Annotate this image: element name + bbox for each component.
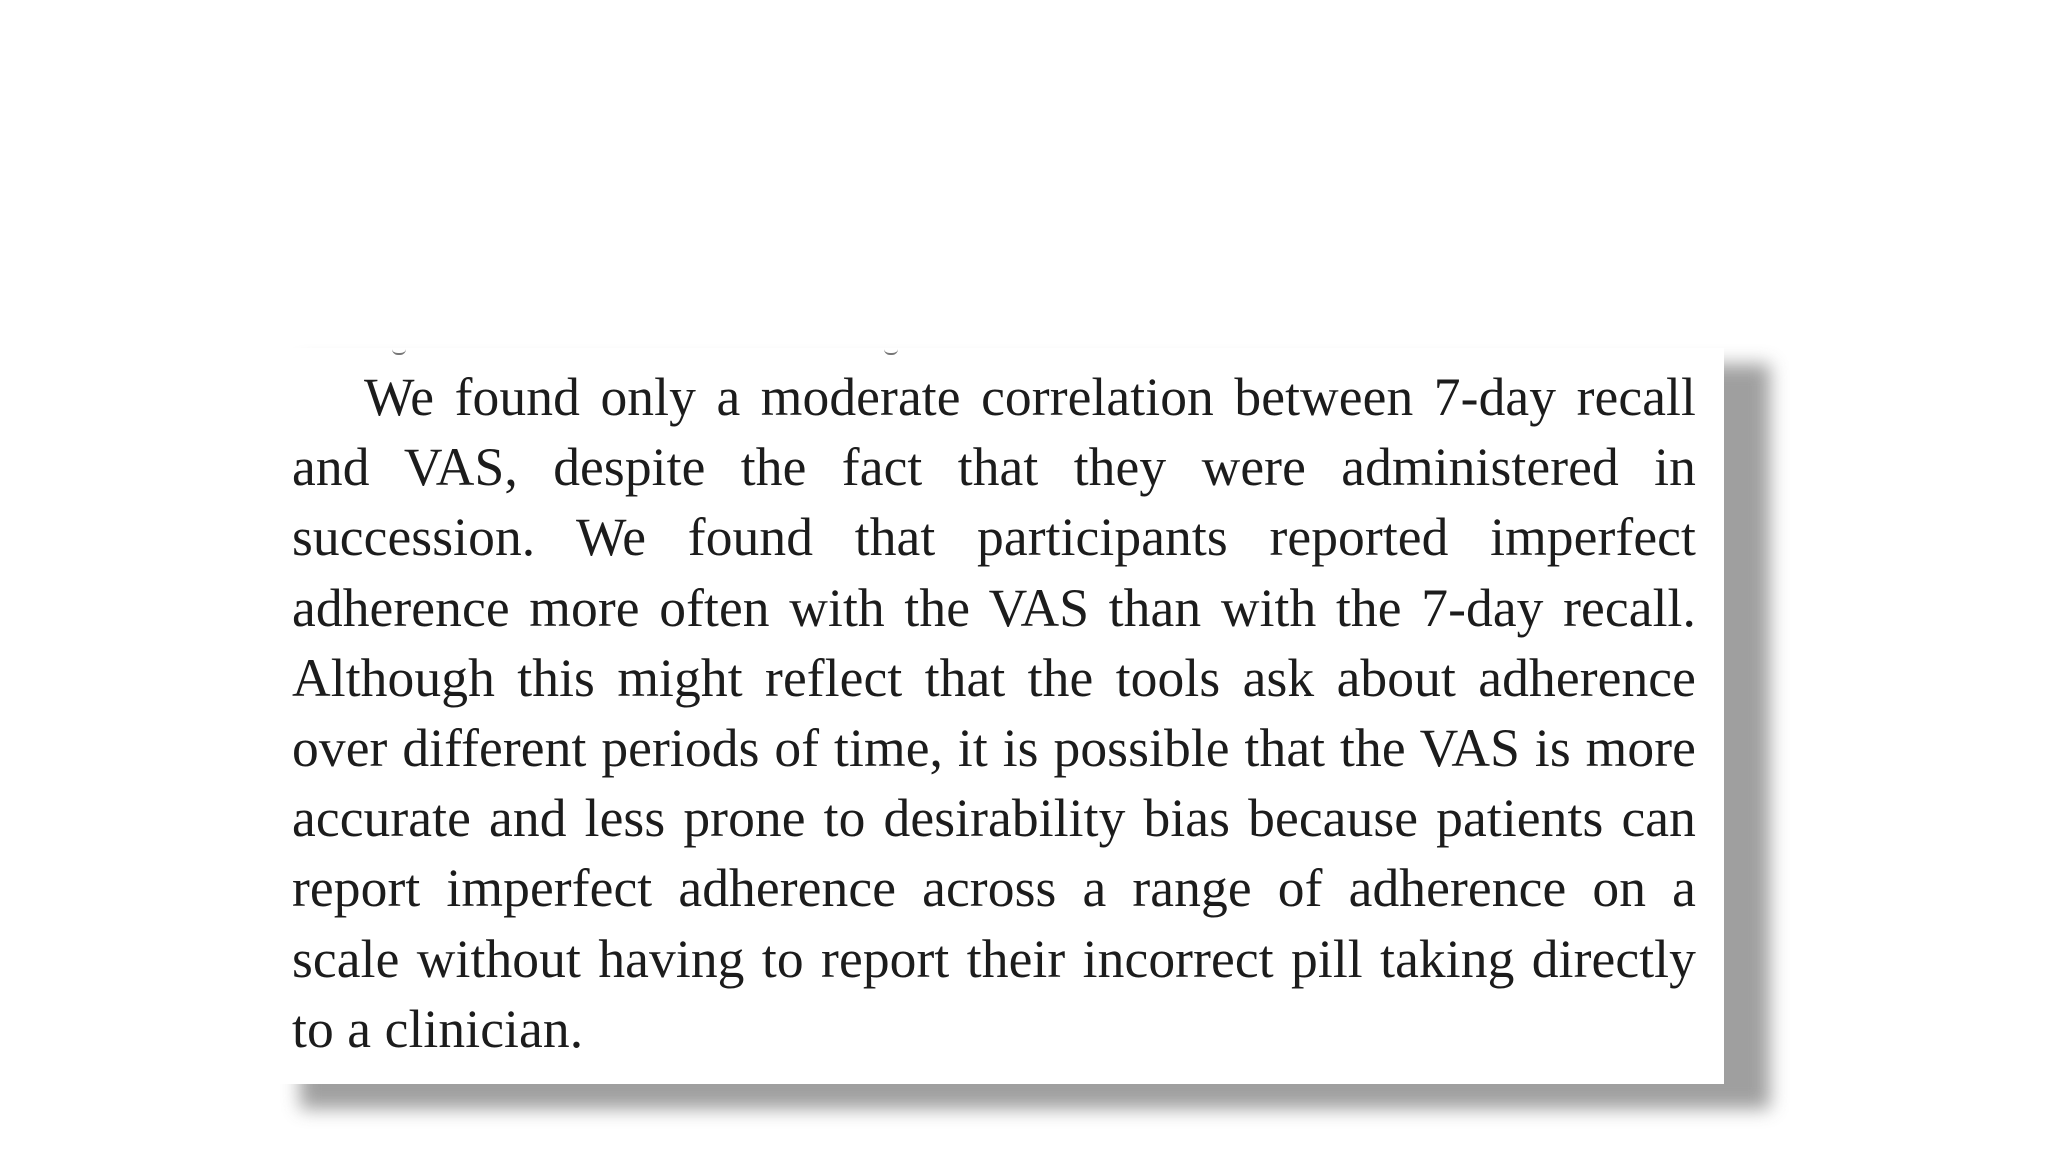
text-excerpt-card	[272, 348, 1724, 1084]
excerpt-paragraph: We found only a moderate correlation between 7-day recall and VAS, despite the fact that they were administered in succession. We found that participants reported imperfect adherence more often with the VAS than with the 7-day recall. Although this might reflect that the tools ask about adherence over different periods of time, it is possible that the VAS is more accurate and less prone to desirability bias because patients can report imperfect adherence across a range of adherence on a scale without having to report their incorrect pill taking directly to a clinician.	[292, 367, 1696, 1059]
cropped-previous-line	[272, 348, 1724, 356]
